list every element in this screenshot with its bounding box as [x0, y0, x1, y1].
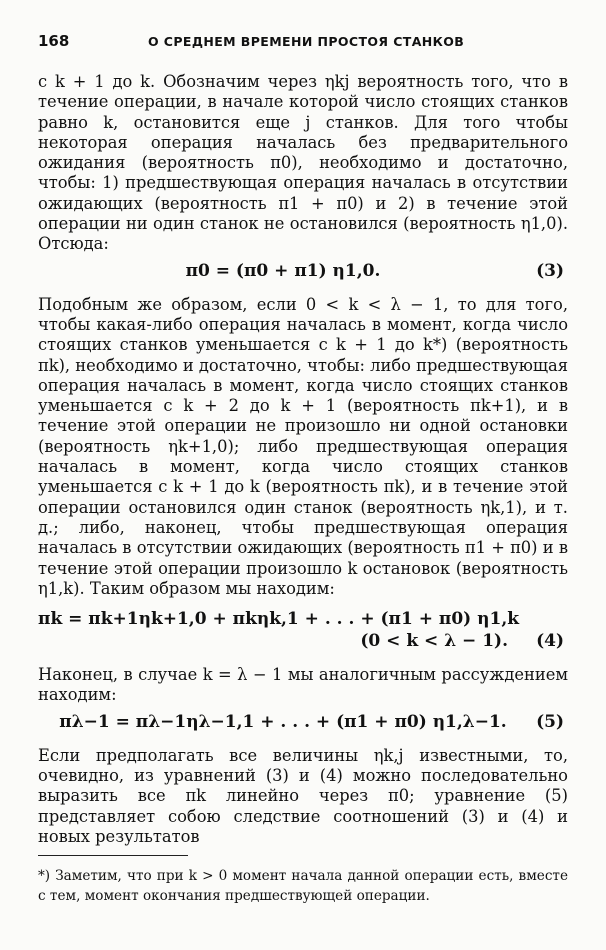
equation-4-expression: πk = πk+1ηk+1,0 + πkηk,1 + . . . + (π1 + π0) η1,k [38, 609, 520, 630]
page-header [38, 32, 568, 56]
paragraph-4: Если предполагать все величины ηk,j известными, то, очевидно, из уравнений (3) и (4) можно последовательно выразить все πk линейно через π0; уравнение (5) представляет собою следствие соотношений (3) и (4) и новых результатов [38, 745, 568, 846]
equation-3-number: (3) [536, 260, 564, 281]
paragraph-3: Наконец, в случае k = λ − 1 мы аналогичным рассуждением находим: [38, 665, 568, 705]
footnote-divider [38, 855, 188, 856]
page-body [38, 72, 568, 847]
equation-4 [38, 599, 568, 657]
running-title: О СРЕДНЕМ ВРЕМЕНИ ПРОСТОЯ СТАНКОВ [148, 34, 465, 49]
page-number: 168 [38, 32, 70, 50]
equation-5-number: (5) [536, 711, 564, 732]
equation-5 [38, 706, 568, 738]
equation-5-expression: πλ−1 = πλ−1ηλ−1,1 + . . . + (π1 + π0) η1,λ−1. [59, 711, 507, 732]
equation-4-condition: (0 < k < λ − 1). [360, 631, 508, 652]
paragraph-1: с k + 1 до k. Обозначим через ηkj вероятность того, что в течение операции, в начале которой число стоящих станков равно k, остановится еще j станков. Для того чтобы некоторая операция началась без предварительного ожидания (вероятность π0), необходимо и достаточно, чтобы: 1) предшествующая операция началась в отсутствии ожидающих (вероятность π1 + π0) и 2) в течение этой операции ни один станок не остановился (вероятность η1,0). Отсюда: [38, 72, 568, 254]
paragraph-2: Подобным же образом, если 0 < k < λ − 1, то для того, чтобы какая-либо операция началась в момент, когда число стоящих станков уменьшается с k + 1 до k*) (вероятность πk), необходимо и достаточно, чтобы: либо предшествующая операция началась в момент, когда число стоящих станков уменьшается с k + 2 до k + 1 (вероятность πk+1), и в течение этой операции не произошло ни одной остановки (вероятность ηk+1,0); либо предшествующая операция началась в момент, когда число стоящих станков уменьшается с k + 1 до k (вероятность πk), и в течение этой операции остановился один станок (вероятность ηk,1), и т. д.; либо, наконец, чтобы предшествующая операция началась в отсутствии ожидающих (вероятность π1 + π0) и в течение этой операции произошло k остановок (вероятность η1,k). Таким образом мы находим: [38, 294, 568, 598]
equation-3-expression: π0 = (π0 + π1) η1,0. [185, 260, 381, 281]
equation-3 [38, 255, 568, 287]
footnote: *) Заметим, что при k > 0 момент начала данной операции есть, вместе с тем, момент окончания предшествующей операции. [38, 868, 568, 904]
equation-4-number: (4) [536, 631, 564, 652]
